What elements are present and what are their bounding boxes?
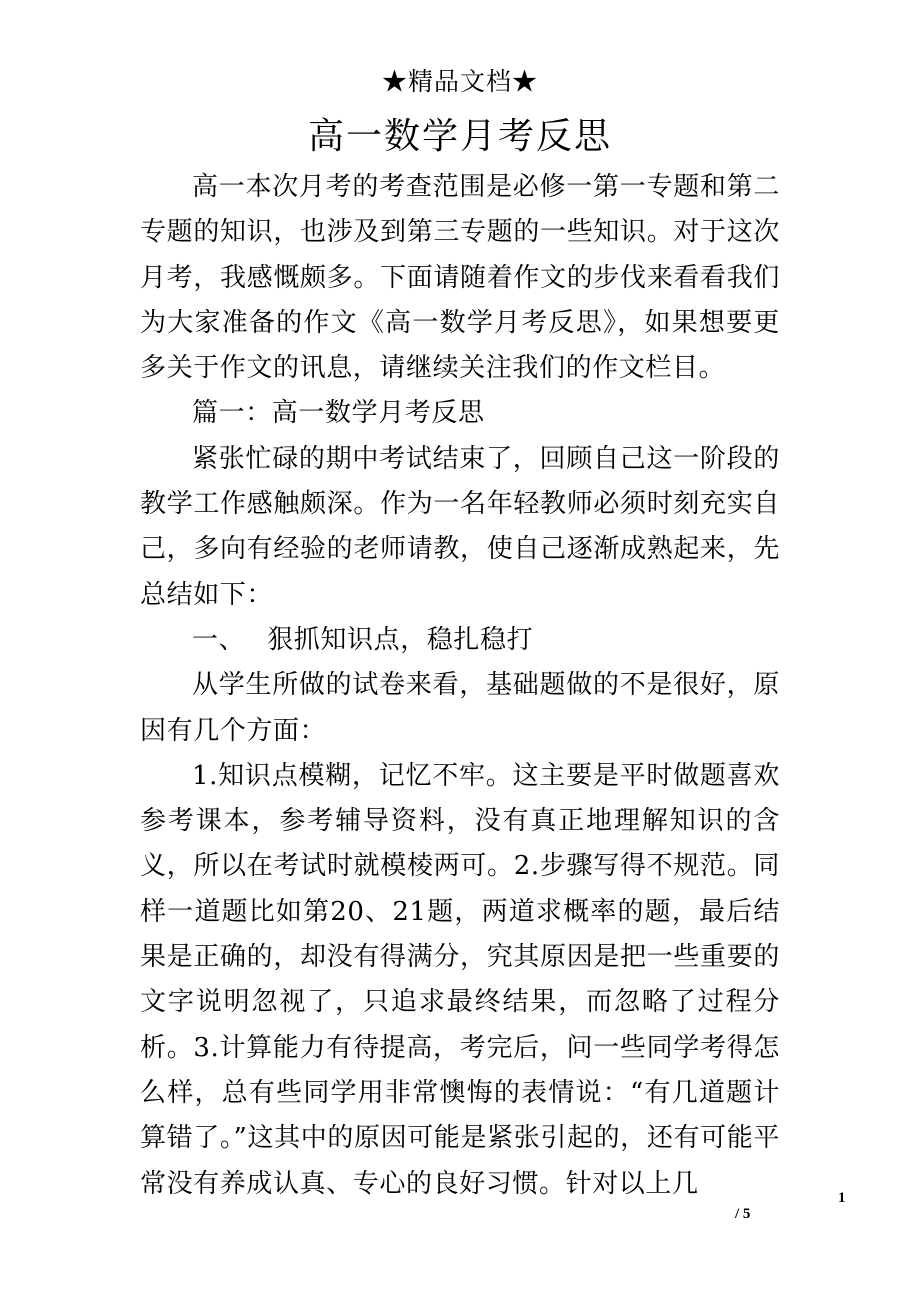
section-title: 狠抓知识点，稳扎稳打 bbox=[267, 624, 534, 655]
page-header: ★精品文档★ bbox=[381, 67, 538, 96]
body-paragraph: 1.知识点模糊，记忆不牢。这主要是平时做题喜欢参考课本，参考辅导资料，没有真正地理解知识的含义，所以在考试时就模棱两可。2.步骤写得不规范。同样一道题比如第20、21题，两道求概率的题，最后结果是正确的，却没有得满分，究其原因是把一些重要的文字说明忽视了，只追求最终结果，而忽略了过程分析。3.计算能力有待提高，考完后，问一些同学考得怎么样，总有些同学用非常懊悔的表情说：“有几道题计算错了。”这其中的原因可能是紧张引起的，还有可能平常没有养成认真、专心的良好习惯。针对以上几 bbox=[140, 760, 780, 1199]
intro-paragraph: 高一本次月考的考查范围是必修一第一专题和第二专题的知识，也涉及到第三专题的一些知识。对于这次月考，我感慨颇多。下面请随着作文的步伐来看看我们为大家准备的作文《高一数学月考反思》，如果想要更多关于作文的讯息，请继续关注我们的作文栏目。 bbox=[140, 172, 780, 384]
document-body bbox=[140, 165, 780, 1207]
page-number: 1 bbox=[838, 1190, 846, 1206]
body-paragraph: 从学生所做的试卷来看，基础题做的不是很好，原因有几个方面： bbox=[140, 670, 780, 746]
article-heading: 篇一：高一数学月考反思 bbox=[192, 398, 485, 429]
page-total: / 5 bbox=[735, 1206, 751, 1222]
document-title: 高一数学月考反思 bbox=[307, 116, 612, 157]
section-heading bbox=[140, 618, 780, 663]
body-paragraph: 紧张忙碌的期中考试结束了，回顾自己这一阶段的教学工作感触颇深。作为一名年轻教师必须时刻充实自己，多向有经验的老师请教，使自己逐渐成熟起来，先总结如下： bbox=[140, 443, 780, 610]
section-number: 一、 bbox=[192, 624, 246, 655]
